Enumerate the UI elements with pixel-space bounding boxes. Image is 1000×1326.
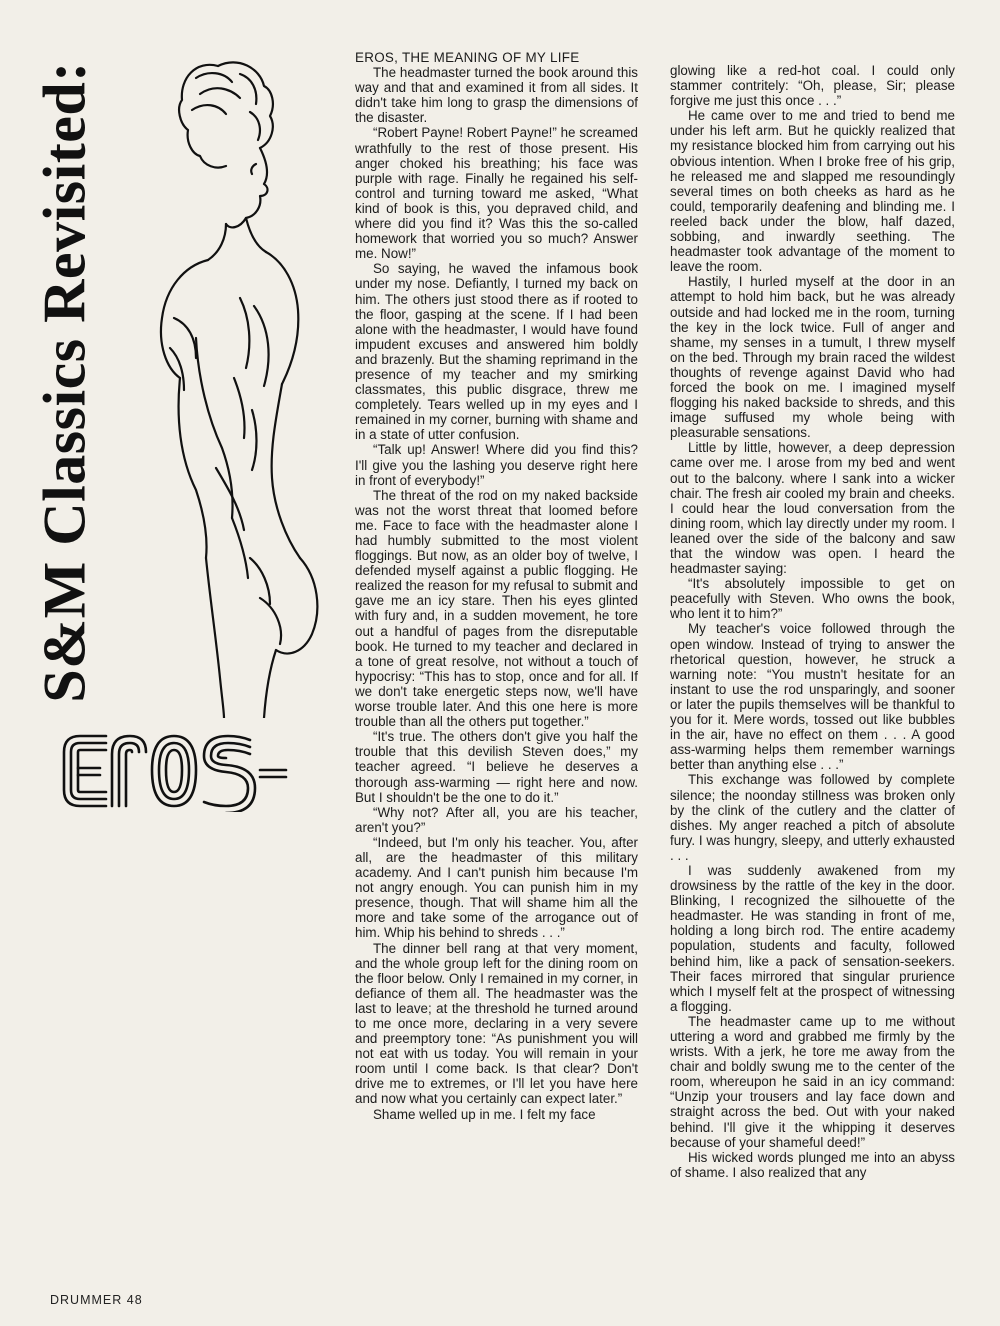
paragraph: “Indeed, but I'm only his teacher. You, after all, are the headmaster of this military academy. And I can't punish him because I'm not angry enough. You can punish him in my presence, though. That will shame him all the more and take some of the arrogance out of him. Whip his behind to shreds . . .” — [355, 834, 638, 941]
vertical-title-area — [20, 62, 110, 702]
paragraph: “Why not? After all, you are his teacher, aren't you?” — [355, 804, 638, 835]
paragraph: My teacher's voice followed through the open window. Instead of trying to answer the rhetorical question, however, he struck a warning note: “You mustn't hesitate for an instant to use the rod unsparingly, and sooner or later the pupils themselves will be thankful to you for it. Mere words, tossed out like bubbles in the air, have no effect on them . . . A good ass-warming helps them remember warnings better than anything else . . .” — [670, 621, 955, 773]
paragraph: He came over to me and tried to bend me under his left arm. But he quickly realized that my resistance blocked him from carrying out his obvious intention. When I broke free of his grip, he released me and slapped me resoundingly several times on both cheeks as hard as he could, temporarily deafening and blinding me. I reeled back under the blow, half dazed, sobbing, and inwardly seething. The headmaster took advantage of the moment to leave the room. — [670, 108, 955, 275]
paragraph: glowing like a red-hot coal. I could only stammer contritely: “Oh, please, Sir; please forgive me just this once . . .” — [670, 63, 955, 109]
article-heading: EROS, THE MEANING OF MY LIFE — [355, 50, 580, 65]
vertical-title: S&M Classics Revisited: — [31, 61, 98, 703]
paragraph: The headmaster came up to me without uttering a word and grabbed me firmly by the wrists. With a jerk, he tore me away from the chair and boldly swung me to the center of the room, whereupon he said in an icy command: “Unzip your trousers and lay face down and straight across the bed. Out with your naked behind. I'll give it the whipping it deserves because of your shameful deed!” — [670, 1013, 955, 1150]
paragraph: The dinner bell rang at that very moment, and the whole group left for the dining room on the floor below. Only I remained in my corner, in defiance of them all. The headmaster was the last to leave; at the threshold he turned around to me once more, declaring in a very severe and preemptory tone: “As punishment you will not eat with us today. You will remain in your room until I come back. Is that clear? Don't drive me to extremes, or I'll let you have here and now what you certainly can expect later.” — [355, 940, 638, 1107]
paragraph: Hastily, I hurled myself at the door in an attempt to hold him back, but he was already outside and had locked me in the room, turning the key in the lock twice. Full of anger and shame, my senses in a tumult, I threw myself on the bed. Through my brain raced the wildest thoughts of revenge against David who had forced the book on me. I imagined myself flogging his naked backside to shreds, and this image suffused my whole being with pleasurable sensations. — [670, 274, 955, 441]
paragraph: The threat of the rod on my naked backside was not the worst threat that loomed before me. Face to face with the headmaster alone I had humbly submitted to the most violent floggings. But now, as an older boy of twelve, I defended myself against a public flogging. He realized the reason for my refusal to submit and gave me an icy stare. Then his eyes glinted with fury and, in a sudden movement, he tore out a handful of pages from the disreputable book. He turned to my teacher and declared in a tone of great resolve, not without a touch of hypocrisy: “This has to stop, once and for all. If we don't take energetic steps now, we'll have worse trouble later. And this one here is more trouble than all the others put together.” — [355, 487, 638, 730]
male-figure-illustration — [100, 38, 340, 718]
eros-logo — [60, 730, 292, 812]
paragraph: “It's absolutely impossible to get on peacefully with Steven. Who owns the book, who lent it to him?” — [670, 576, 955, 622]
paragraph: Little by little, however, a deep depression came over me. I arose from my bed and went out to the balcony. where I sank into a wicker chair. The fresh air cooled my brain and cheeks. I could hear the loud conversation from the dining room, which lay directly under my room. I leaned over the side of the balcony and saw that the window was open. I heard the headmaster saying: — [670, 440, 955, 577]
paragraph: The headmaster turned the book around this way and that and examined it from all sides. It didn't take him long to grasp the dimensions of the disaster. — [355, 65, 638, 126]
paragraph: “It's true. The others don't give you half the trouble that this devilish Steven does,” my teacher agreed. “I believe he deserves a thorough ass-warming — right here and now. But I shouldn't be the one to do it.” — [355, 729, 638, 805]
paragraph: This exchange was followed by complete silence; the noonday stillness was broken only by the clink of the cutlery and the clatter of dishes. My anger reached a pitch of absolute fury. I was hungry, sleepy, and utterly exhausted . . . — [670, 772, 955, 863]
article-column-1 — [355, 50, 638, 1122]
paragraph: His wicked words plunged me into an abyss of shame. I also realized that any — [670, 1149, 955, 1180]
paragraph: I was suddenly awakened from my drowsiness by the rattle of the key in the door. Blinking, I recognized the silhouette of the headmaster. He was standing in front of me, holding a long birch rod. The entire academy population, students and faculty, followed behind him, like a pack of sensation-seekers. Their faces mirrored that singular prurience which I myself felt at the prospect of witnessing a flogging. — [670, 862, 955, 1014]
page-folio: DRUMMER 48 — [50, 1293, 143, 1307]
paragraph: “Talk up! Answer! Where did you find this? I'll give you the lashing you deserve right here in front of everybody!” — [355, 442, 638, 488]
paragraph: So saying, he waved the infamous book under my nose. Defiantly, I turned my back on him. The others just stood there as if rooted to the floor, gasping at the scene. If I had been alone with the headmaster, I would have found impudent excuses and answered him boldly and brazenly. But the shaming reprimand in the presence of my teacher and my smirking classmates, this public disgrace, threw me completely. Tears welled up in my eyes and I remained in my corner, burning with shame and in a state of utter confusion. — [355, 261, 638, 443]
paragraph: “Robert Payne! Robert Payne!” he screamed wrathfully to the rest of those present. His anger choked his breathing; his face was purple with rage. Finally he regained his self-control and turning toward me asked, “What kind of book is this, you depraved child, and where did you find it? Was this the so-called homework that worried you so much? Answer me. Now!” — [355, 125, 638, 262]
article-column-2 — [670, 63, 955, 1180]
paragraph: Shame welled up in me. I felt my face — [373, 1106, 596, 1122]
